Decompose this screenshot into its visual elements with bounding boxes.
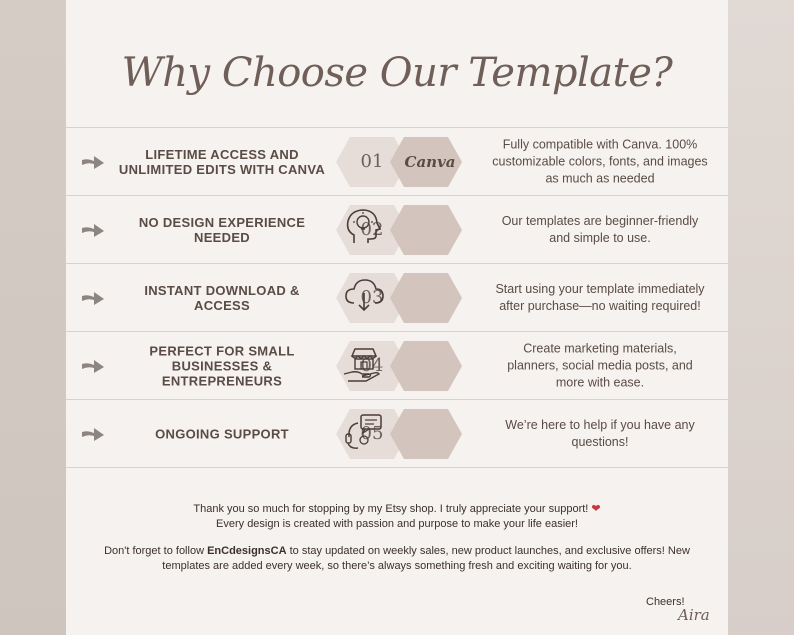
page-title: Why Choose Our Template? [121,50,673,96]
step-number: 03 [360,286,384,308]
step-number: 01 [360,150,384,172]
feature-description: Create marketing materials, planners, social media posts, and more with ease. [507,341,693,389]
hex-badge [336,137,462,187]
feature-row-4 [66,331,728,399]
head-lightbulb-icon [336,205,392,249]
hex-badge [336,273,462,323]
feature-row-3 [66,263,728,331]
follow-message: Don't forget to follow EnCdesignsCA to stay updated on weekly sales, new product launches, and exclusive offers! New templates are added every week, so there’s always something fresh and exciting waiting for you. [104,545,690,572]
feature-description: Start using your template immediately after purchase—no waiting required! [495,281,705,313]
shop-brand-name: EnCdesignsCA [207,545,287,557]
arrow-right-icon [80,289,106,307]
feature-row-5 [66,399,728,468]
feature-title: INSTANT DOWNLOAD & ACCESS [144,282,300,313]
step-number: 05 [360,422,384,444]
feature-title: LIFETIME ACCESS AND UNLIMITED EDITS WITH CANVA [118,146,326,177]
feature-description: Our templates are beginner-friendly and simple to use. [501,213,699,245]
left-backdrop [0,0,66,635]
feature-row-1 [66,127,728,195]
arrow-right-icon [80,221,106,239]
signature: Aira [678,606,710,624]
passion-line: Every design is created with passion and purpose to make your life easier! [216,518,578,530]
feature-description: We’re here to help if you have any questions! [505,417,695,449]
template-card [66,0,728,635]
feature-title: PERFECT FOR SMALL BUSINESSES & ENTREPRENEURS [149,343,295,388]
thank-you-message [66,502,728,574]
heart-icon: ❤ [591,503,601,515]
feature-row-2 [66,195,728,263]
thanks-line: Thank you so much for stopping by my Etsy shop. I truly appreciate your support! ❤ [193,503,601,515]
arrow-right-icon [80,153,106,171]
cheers-text: Cheers! [646,596,685,608]
headset-chat-icon [336,409,392,453]
hex-badge [336,205,462,255]
store-hand-icon [336,341,392,385]
features-list [66,127,728,468]
feature-title: NO DESIGN EXPERIENCE NEEDED [138,214,306,245]
right-backdrop [728,0,794,635]
step-number: 04 [360,354,384,376]
feature-title: ONGOING SUPPORT [155,426,289,441]
arrow-right-icon [80,357,106,375]
cloud-download-icon [336,273,392,317]
arrow-right-icon [80,425,106,443]
hex-badge [336,409,462,459]
canva-logo-icon: Canva [404,152,456,171]
step-number: 02 [360,218,384,240]
hex-badge [336,341,462,391]
feature-description: Fully compatible with Canva. 100% customizable colors, fonts, and images as much as needed [492,137,708,185]
